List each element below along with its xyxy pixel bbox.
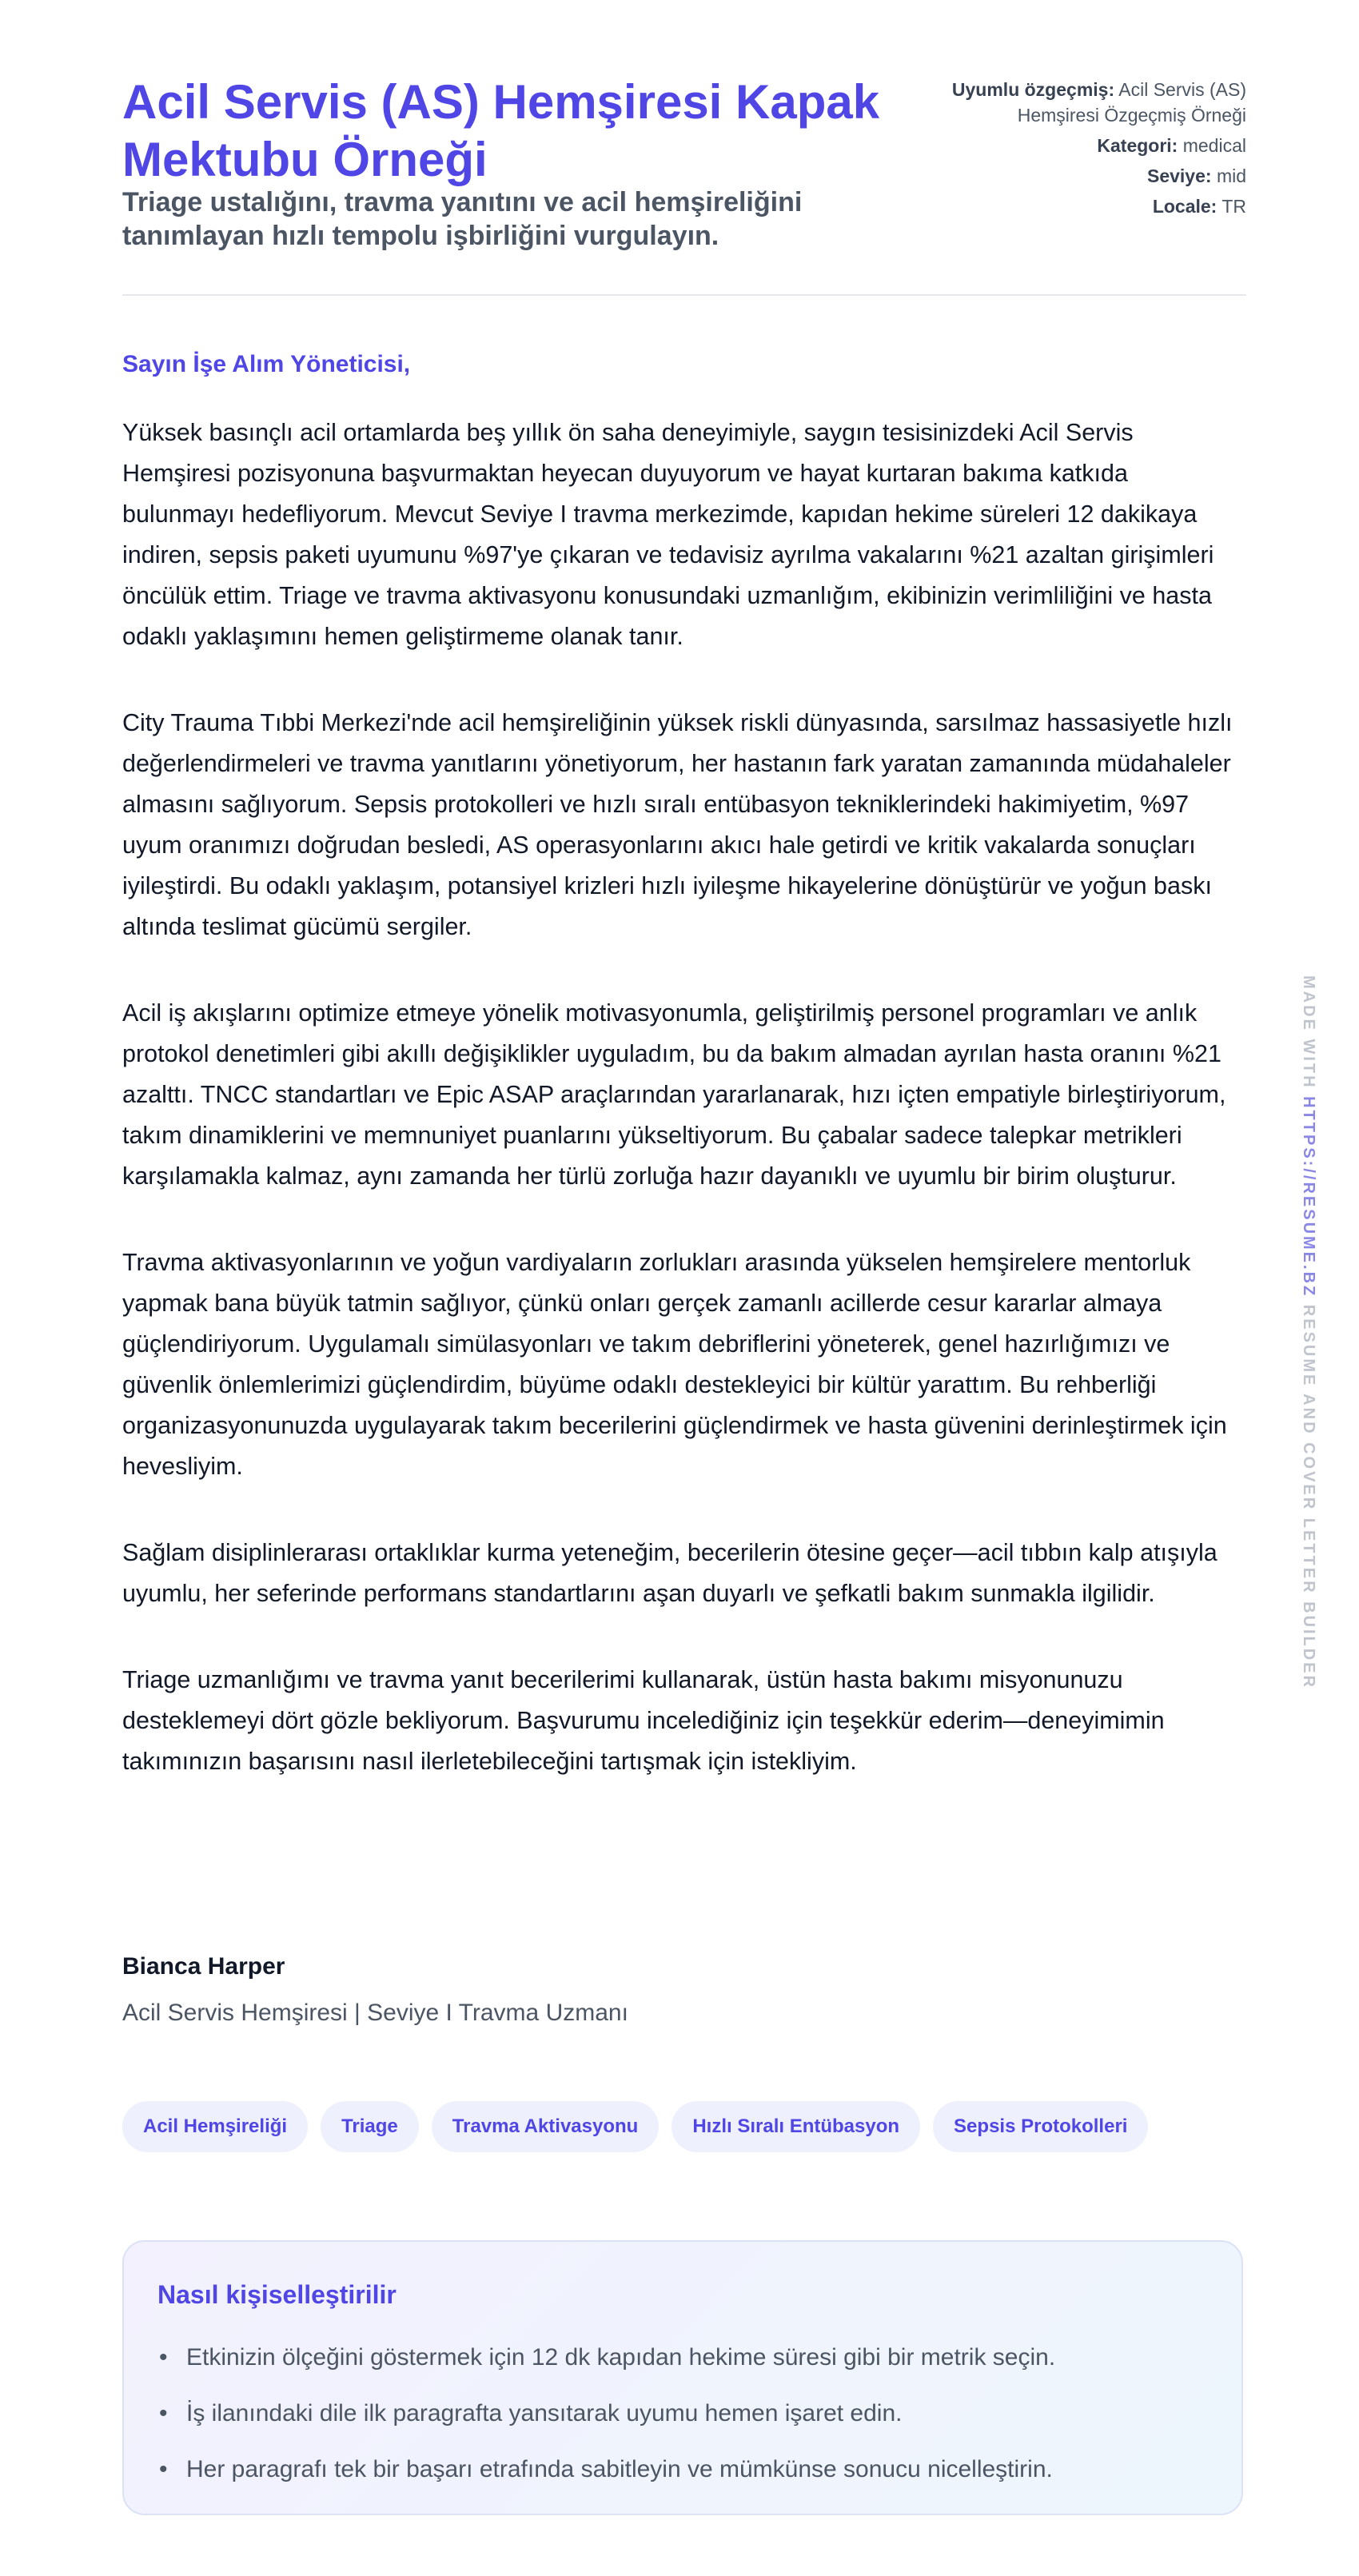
letter-salutation: Sayın İşe Alım Yöneticisi, [122,351,411,377]
side-note-suffix: RESUME AND COVER LETTER BUILDER [1300,1304,1317,1689]
bullet-icon: • [159,2400,168,2426]
cover-letter-page [122,0,1246,2482]
signature-title: Acil Servis Hemşiresi | Seviye I Travma Uzmanı [122,2000,628,2026]
meta-category-label: Kategori: [1097,135,1178,156]
skill-tag[interactable]: Triage [321,2101,419,2152]
meta-resume-label: Uyumlu özgeçmiş: [951,79,1115,100]
made-with-side-note [1298,975,1317,1689]
skill-tag[interactable]: Acil Hemşireliği [122,2101,308,2152]
personalization-tips-box [122,2240,1243,2515]
tip-item [157,2450,1055,2490]
meta-level [895,163,1246,189]
meta-category [895,133,1246,158]
meta-resume-value[interactable]: Acil Servis (AS) Hemşiresi Özgeçmiş Örneği [1017,79,1246,126]
skill-tag[interactable]: Sepsis Protokolleri [933,2101,1148,2152]
meta-category-value: medical [1182,135,1246,156]
page-subtitle: Triage ustalığını, travma yanıtını ve acil hemşireliğini tanımlayan hızlı tempolu işbirliğini vurgulayın. [122,187,803,251]
skill-tag[interactable]: Travma Aktivasyonu [432,2101,660,2152]
letter-paragraph: Triage uzmanlığımı ve travma yanıt becerilerimi kullanarak, üstün hasta bakımı misyonunuzu desteklemeyi dört gözle bekliyorum. Başvurumu incelediğiniz için teşekkür ederim—deneyimimin takımınızın başarısını nasıl ilerletebileceğini tartışmak için istekliyim. [122,1666,1165,1775]
meta-locale [895,193,1246,219]
signature-name: Bianca Harper [122,1953,285,1980]
letter-paragraph: Yüksek basınçlı acil ortamlarda beş yıllık ön saha deneyimiyle, saygın tesisinizdeki Acil Servis Hemşiresi pozisyonuna başvurmaktan heyecan duyuyorum ve hayat kurtaran bakıma katkıda bulunmayı hedefliyorum. Mevcut Seviye I travma merkezimde, kapıdan hekime süreleri 12 dakikaya indiren, sepsis paketi uyumunu %97'ye çıkaran ve tedavisiz ayrılma vakalarını %21 azaltan girişimleri öncülük ettim. Triage ve travma aktivasyonu konusundaki uzmanlığım, ekibinizin verimliliğini ve hasta odaklı yaklaşımını hemen geliştirmeme olanak tanır. [122,419,1214,650]
meta-level-label: Seviye: [1146,165,1212,186]
letter-paragraph: Travma aktivasyonlarının ve yoğun vardiyaların zorlukları arasında yükselen hemşirelere mentorluk yapmak bana büyük tatmin sağlıyor, çünkü onları gerçek zamanlı acillerde cesur kararlar almaya güçlendiriyorum. Uygulamalı simülasyonları ve takım debriflerini yöneterek, genel hazırlığımızı ve güvenlik önlemlerimizi güçlendirdim, büyüme odaklı destekleyici bir kültür yarattım. Bu rehberliği organizasyonunuzda uygulayarak takım becerilerini güçlendirmek ve hasta güvenini derinleştirmek için hevesliyim. [122,1249,1227,1480]
meta-panel [895,77,1246,224]
skill-tags [122,2101,1148,2152]
side-note-link[interactable]: HTTPS://RESUME.BZ [1300,1096,1317,1298]
letter-paragraph: Acil iş akışlarını optimize etmeye yönelik motivasyonumla, geliştirilmiş personel programları ve anlık protokol denetimleri gibi akıllı değişiklikler uyguladım, bu da bakım almadan ayrılan hasta oranını %21 azalttı. TNCC standartları ve Epic ASAP araçlarından yararlanarak, hızı içten empatiyle birleştiriyorum, takım dinamiklerini ve memnuniyet puanlarını yükseltiyorum. Bu çabalar sadece talepkar metrikleri karşılamakla kalmaz, aynı zamanda her türlü zorluğa hazır dayanıklı ve uyumlu bir birim oluşturur. [122,999,1226,1190]
meta-level-value: mid [1216,165,1246,186]
page-header [122,0,1246,296]
tip-text: İş ilanındaki dile ilk paragrafta yansıtarak uyumu hemen işaret edin. [186,2400,903,2426]
bullet-icon: • [159,2456,168,2482]
letter-body [122,413,1246,1828]
bullet-icon: • [159,2344,168,2371]
meta-locale-value: TR [1222,196,1246,217]
letter-paragraph: Sağlam disiplinlerarası ortaklıklar kurma yeteneğim, becerilerin ötesine geçer—acil tıbbın kalp atışıyla uyumlu, her seferinde performans standartlarını aşan duyarlı ve şefkatli bakım sunmakla ilgilidir. [122,1539,1218,1607]
tips-title: Nasıl kişiselleştirilir [157,2280,397,2309]
skill-tag[interactable]: Hızlı Sıralı Entübasyon [672,2101,920,2152]
tip-text: Etkinizin ölçeğini göstermek için 12 dk kapıdan hekime süresi gibi bir metrik seçin. [186,2344,1056,2371]
meta-locale-label: Locale: [1152,196,1218,217]
tip-item [157,2394,1055,2434]
letter-paragraph: City Trauma Tıbbi Merkezi'nde acil hemşireliğinin yüksek riskli dünyasında, sarsılmaz hassasiyetle hızlı değerlendirmeleri ve travma yanıtlarını yönetiyorum, her hastanın fark yaratan zamanında müdahaleler almasını sağlıyorum. Sepsis protokolleri ve hızlı sıralı entübasyon tekniklerindeki hakimiyetim, %97 uyum oranımızı doğrudan besledi, AS operasyonlarını akıcı hale getirdi ve kritik vakalarda sonuçları iyileştirdi. Bu odaklı yaklaşım, potansiyel krizleri hızlı iyileşme hikayelerine dönüştürür ve yoğun baskı altında teslimat gücümü sergiler. [122,709,1233,940]
meta-resume [895,77,1246,128]
page-title: Acil Servis (AS) Hemşiresi Kapak Mektubu Örneği [122,75,880,186]
tip-text: Her paragrafı tek bir başarı etrafında sabitleyin ve mümkünse sonucu nicelleştirin. [186,2456,1053,2482]
side-note-prefix: MADE WITH [1300,975,1317,1090]
tips-list [157,2338,1055,2506]
tip-item [157,2338,1055,2378]
